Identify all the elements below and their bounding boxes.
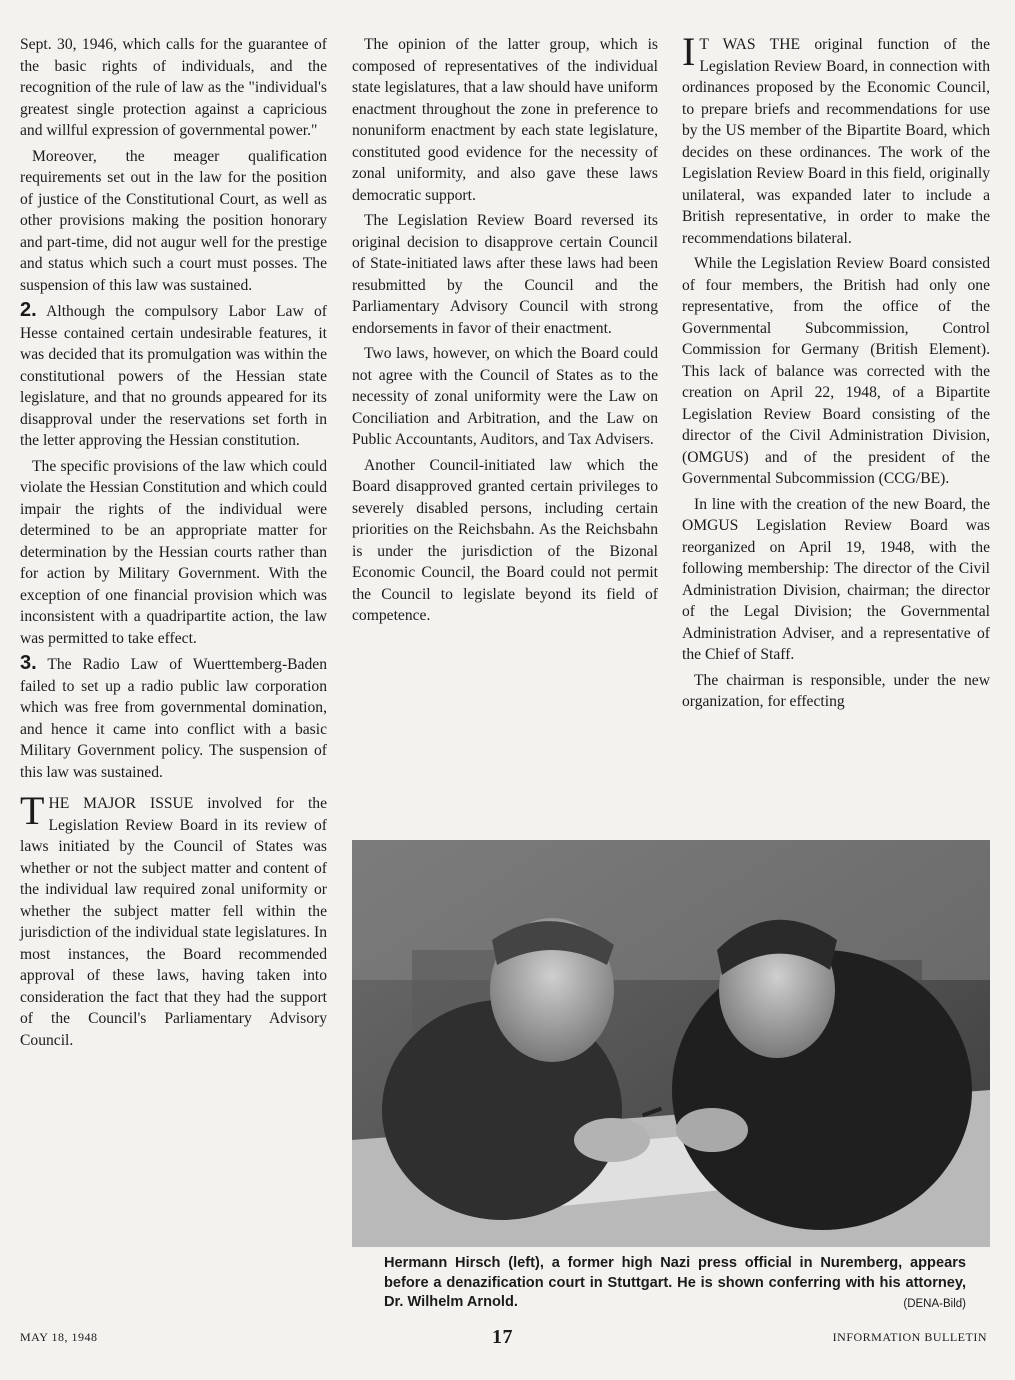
photo-credit: (DENA-Bild) (903, 1298, 966, 1310)
caption-text: Hermann Hirsch (left), a former high Nazi press official in Nuremberg, appears before a denazification court in Stuttgart. He is shown conferring with his attorney, Dr. Wilhelm Arnold. (384, 1255, 966, 1310)
left-column (20, 34, 327, 1055)
item-text: The Radio Law of Wuerttemberg-Baden failed to set up a radio public law corporation which was free from governmental domination, and hence it came into conflict with a basic Military Government policy. The suspension of this law was sustained. (20, 656, 327, 781)
paragraph: The opinion of the latter group, which is composed of representatives of the individual state legislatures, that a law should have uniform enactment throughout the zone in preference to nonuniform enactment by each state legislature, constituted good evidence for the necessity of zonal uniformity, and also gave these laws democratic support. (352, 36, 658, 204)
paragraph: In line with the creation of the new Board, the OMGUS Legislation Review Board was reorganized on April 19, 1948, with the following membership: The director of the Civil Administration Division, chairman; the director of the Legal Division; the Governmental Administration Adviser, and a representative of the Chief of Staff. (682, 495, 990, 663)
section-paragraph (682, 29, 990, 249)
photograph-icon (352, 840, 990, 1247)
right-column (682, 29, 990, 717)
photo-caption (384, 1254, 966, 1315)
paragraph: Another Council-initiated law which the Board disapproved granted certain privileges to severely disabled persons, including certain priorities on the Reichsbahn. As the Reichsbahn is under the jurisdiction of the Bizonal Economic Council, the Board could not permit the Council to legislate beyond its field of competence. (352, 456, 658, 624)
drop-cap: T (20, 788, 45, 833)
item-text: Although the compulsory Labor Law of Hesse contained certain undesirable features, it was decided that its promulgation was within the constitutional powers of the Hessian state legislature, and that no grounds appeared for its disapproval under the reservations set forth in the letter approving the Hessian constitution. (20, 303, 327, 449)
numbered-paragraph (20, 300, 327, 452)
drop-cap: I (682, 29, 696, 74)
paragraph: Sept. 30, 1946, which calls for the guarantee of the basic rights of individuals, and the recognition of the rule of law as the "individual's greatest single protection against a capricious and willful expression of governmental power." (20, 36, 327, 139)
footer-date: MAY 18, 1948 (20, 1330, 98, 1344)
lead-in-caps: T WAS THE (699, 36, 800, 53)
section-paragraph (20, 788, 328, 1051)
paragraph-rest: original function of the Legislation Review Board, in connection with ordinances proposed by the Economic Council, to prepare briefs and recommendations for use by the US member of the Bipartite Board, which decides on these ordinances. The work of the Legislation Review Board in this field, originally unilateral, was expanded later to include a British representative, in order to make the recommendations bilateral. (682, 36, 990, 247)
paragraph: Moreover, the meager qualification requirements set out in the law for the position of justice of the Constitutional Court, as well as other provisions making the position honorary and part-time, did not augur well for the prestige and status which such a court must posses. The suspension of this law was sustained. (20, 147, 327, 294)
paragraph: The specific provisions of the law which could violate the Hessian Constitution and which could impair the rights of the individual were determined to be an appropriate matter for determination by the Hessian courts rather than for action by Military Government. With the exception of one financial provision which was inconsistent with a quadripartite action, the law was permitted to take effect. (20, 457, 327, 647)
paragraph: The Legislation Review Board reversed its original decision to disapprove certain Council of State-initiated laws after these laws had been resubmitted by the Council and the Parliamentary Advisory Council with strong endorsements in favor of their enactment. (352, 212, 658, 337)
publication-title: INFORMATION BULLETIN (832, 1330, 987, 1344)
middle-column (352, 34, 658, 631)
item-number: 2. (20, 299, 37, 321)
paragraph: While the Legislation Review Board consisted of four members, the British had only one representative, from the office of the Governmental Subcommission, Control Commission for Germany (British Element). This lack of balance was corrected with the creation on April 22, 1948, of a Bipartite Legislation Review Board consisting of the director of the Civil Administration Division, (OMGUS) and of the president of the Governmental Subcommission (CCG/BE). (682, 255, 990, 487)
page-number: 17 (492, 1326, 513, 1348)
paragraph-rest: involved for the Legislation Review Board in its review of laws initiated by the Council of States was whether or not the subject matter and content of the individual law required zonal uniformity or whether the subject matter fell within the jurisdiction of the individual state legislatures. In most instances, the Board recommended approval of these laws, having taken into consideration the fact that they had the support of the Council's Parliamentary Advisory Council. (20, 795, 328, 1049)
item-number: 3. (20, 652, 37, 674)
lead-in-caps: HE MAJOR ISSUE (48, 795, 194, 812)
paragraph: The chairman is responsible, under the new organization, for effecting (682, 671, 990, 710)
numbered-paragraph (20, 653, 327, 783)
paragraph: Two laws, however, on which the Board could not agree with the Council of States as to the necessity of zonal uniformity were the Law on Conciliation and Arbitration, and the Law on Public Accountants, Auditors, and Tax Advisers. (352, 345, 658, 448)
